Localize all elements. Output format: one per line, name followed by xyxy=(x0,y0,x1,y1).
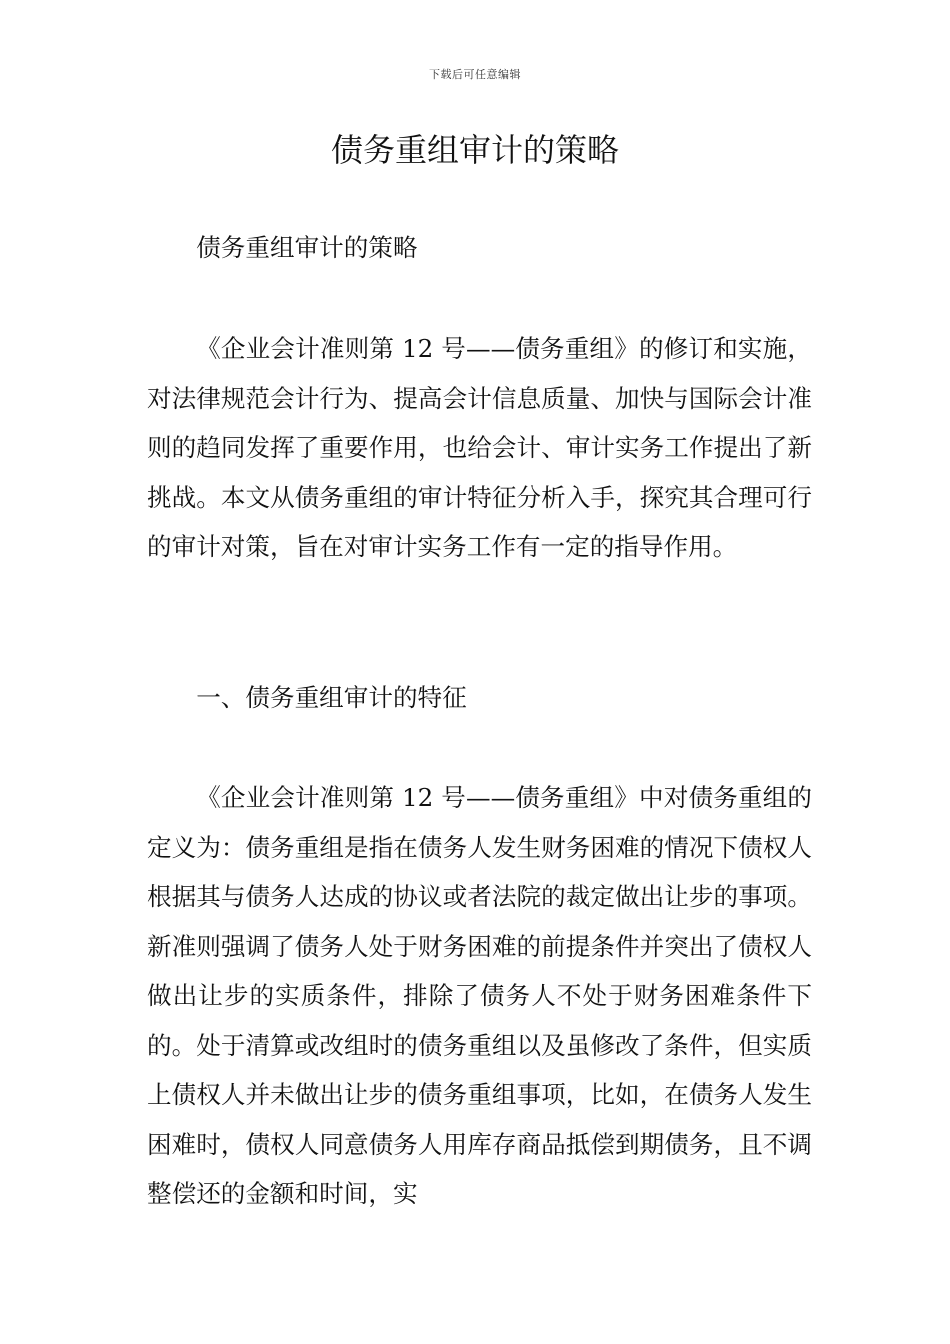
header-note: 下载后可任意编辑 xyxy=(429,68,521,81)
section-heading-1 xyxy=(147,673,812,723)
paragraph-definition xyxy=(147,773,812,1219)
document-title: 债务重组审计的策略 xyxy=(330,131,619,169)
paragraph-definition-text: 《企业会计准则第 12 号——债务重组》中对债务重组的定义为：债务重组是指在债务人发生财务困难的情况下债权人根据其与债务人达成的协议或者法院的裁定做出让步的事项。新准则强调了债务人处于财务困难的前提条件并突出了债权人做出让步的实质条件，排除了债务人不处于财务困难条件下的。处于清算或改组时的债务重组以及虽修改了条件，但实质上债权人并未做出让步的债务重组事项，比如，在债务人发生困难时，债权人同意债务人用库存商品抵偿到期债务，且不调整偿还的金额和时间，实 xyxy=(147,783,812,1208)
paragraph-intro-text: 《企业会计准则第 12 号——债务重组》的修订和实施，对法律规范会计行为、提高会计信息质量、加快与国际会计准则的趋同发挥了重要作用，也给会计、审计实务工作提出了新挑战。本文从债务重组的审计特征分析入手，探究其合理可行的审计对策，旨在对审计实务工作有一定的指导作用。 xyxy=(147,334,812,561)
subtitle-text: 债务重组审计的策略 xyxy=(196,233,418,262)
document-subtitle xyxy=(147,223,812,273)
paragraph-intro xyxy=(147,324,812,572)
section-heading-1-text: 一、债务重组审计的特征 xyxy=(196,683,467,712)
